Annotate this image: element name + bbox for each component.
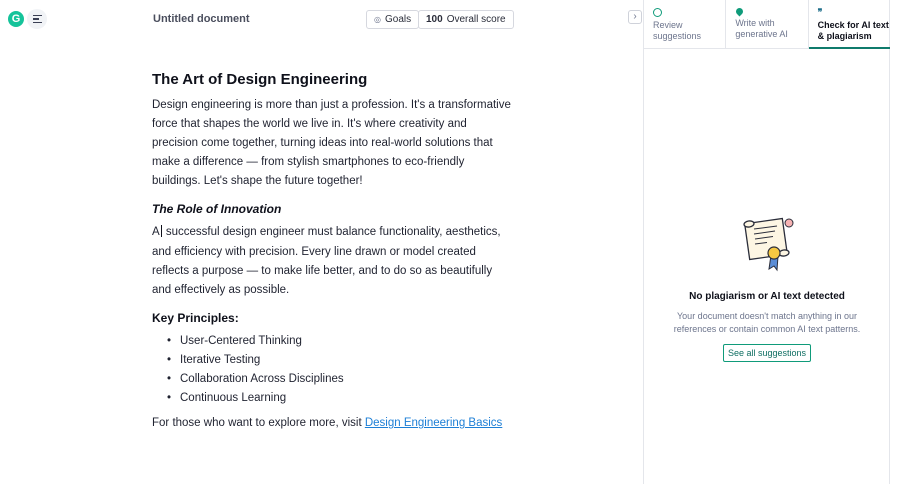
- design-engineering-link[interactable]: Design Engineering Basics: [364, 417, 503, 430]
- list-item: • Iterative Testing: [180, 351, 512, 370]
- overall-score-button[interactable]: [418, 10, 514, 29]
- scroll-certificate-icon: [737, 215, 797, 273]
- list-item: • Continuous Learning: [180, 389, 512, 408]
- closing-text: For those who want to explore more, visit: [152, 417, 365, 430]
- principles-heading: Key Principles:: [152, 310, 239, 325]
- score-label: Overall score: [446, 14, 506, 25]
- goals-label: Goals: [384, 14, 412, 25]
- grammarly-g-icon: [653, 8, 662, 17]
- principles-list: [180, 332, 512, 408]
- role-first-char: A: [152, 226, 160, 239]
- empty-state-title: No plagiarism or AI text detected: [689, 291, 845, 302]
- score-value: 100: [426, 14, 443, 25]
- tab-generative-ai[interactable]: [726, 0, 808, 48]
- location-pin-icon: [735, 7, 745, 17]
- chevron-right-icon[interactable]: ›: [628, 10, 642, 24]
- list-item: • User-Centered Thinking: [180, 332, 512, 351]
- role-text: successful design engineer must balance functionality, aesthetics, and efficiency with precision. Every line drawn or model created reflects a purpose — to make life better, and to do so as beautifully and effectively as possible.: [152, 226, 501, 296]
- list-item: • Collaboration Across Disciplines: [180, 370, 512, 389]
- editor-topbar: [0, 0, 643, 38]
- tab-label: Review suggestions: [653, 20, 702, 41]
- empty-state-description: Your document doesn't match anything in our references or contain common AI text patterns.: [673, 311, 861, 334]
- quote-icon: ❞: [817, 7, 823, 17]
- grammarly-logo-icon[interactable]: [8, 11, 24, 27]
- tab-label: Check for AI text & plagiarism: [817, 20, 889, 41]
- role-paragraph: [152, 223, 512, 299]
- subheading-role: The Role of Innovation: [152, 202, 282, 217]
- text-cursor: [161, 225, 162, 237]
- see-all-suggestions-button[interactable]: See all suggestions: [723, 344, 811, 362]
- assistant-panel: [643, 0, 890, 484]
- panel-tabs: [644, 0, 890, 49]
- menu-icon[interactable]: [27, 9, 47, 29]
- closing-paragraph: [152, 414, 512, 433]
- document-title[interactable]: Untitled document: [153, 13, 250, 25]
- goals-button[interactable]: [366, 10, 419, 29]
- empty-state: [644, 215, 890, 362]
- tab-ai-plagiarism[interactable]: [809, 0, 890, 48]
- goals-icon: ◎: [374, 15, 381, 24]
- intro-paragraph: Design engineering is more than just a profession. It's a transformative force that shapes the world we live in. It's where creativity and precision come together, turning ideas into real-world solutions that make a difference — from stylish smartphones to eco-friendly buildings. Let's shape the future together!: [152, 99, 511, 188]
- tab-review-suggestions[interactable]: [644, 0, 726, 48]
- document-heading: The Art of Design Engineering: [152, 71, 368, 88]
- tab-label: Write with generative AI: [735, 18, 788, 39]
- document-body[interactable]: [152, 70, 512, 433]
